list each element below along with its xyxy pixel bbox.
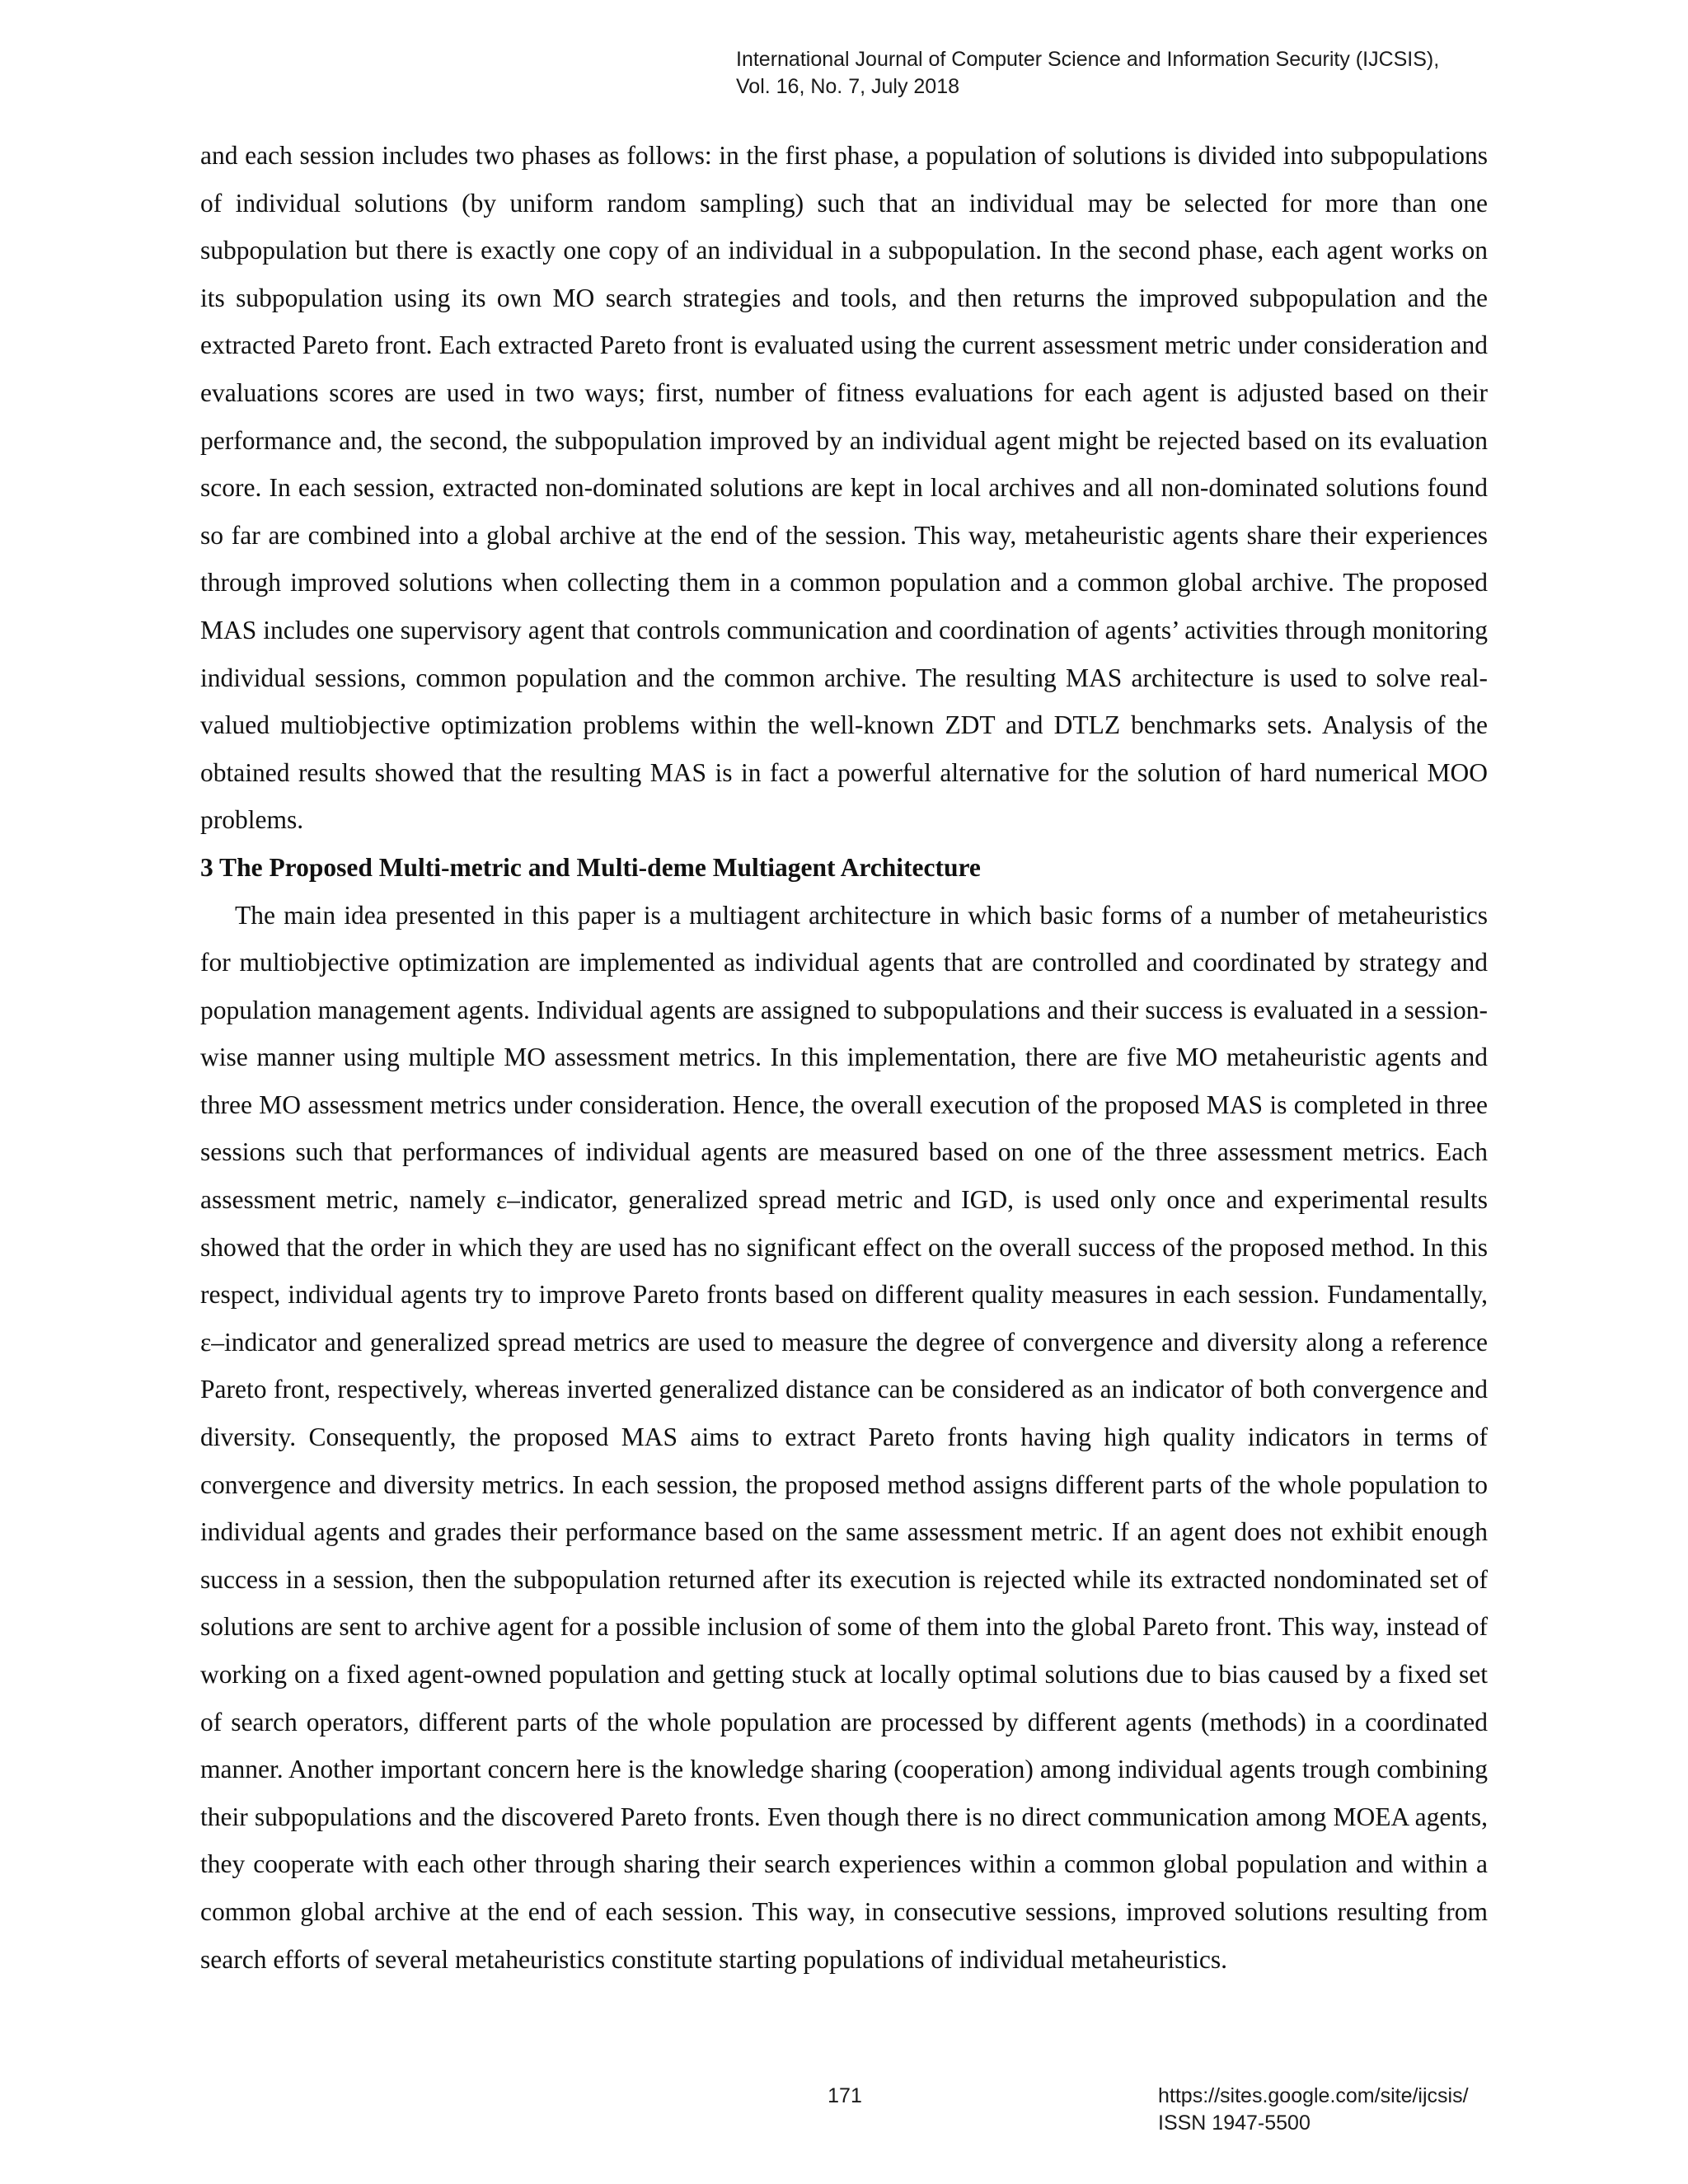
section-heading: 3 The Proposed Multi-metric and Multi-deme Multiagent Architecture (200, 852, 981, 882)
page-number: 171 (828, 2084, 862, 2107)
page-body (200, 132, 1488, 1983)
section-paragraph: The main idea presented in this paper is a multiagent architecture in which basic forms of a number of metaheuristics for multiobjective optimization are implemented as individual agents that are controlled and coordinated by strategy and population management agents. Individual agents are assigned to subpopulations and their success is evaluated in a session-wise manner using multiple MO assessment metrics. In this implementation, there are five MO metaheuristic agents and three MO assessment metrics under consideration. Hence, the overall execution of the proposed MAS is completed in three sessions such that performances of individual agents are measured based on one of the three assessment metrics. Each assessment metric, namely ε–indicator, generalized spread metric and IGD, is used only once and experimental results showed that the order in which they are used has no significant effect on the overall success of the proposed method. In this respect, individual agents try to improve Pareto fronts based on different quality measures in each session. Fundamentally, ε–indicator and generalized spread metrics are used to measure the degree of convergence and diversity along a reference Pareto front, respectively, whereas inverted generalized distance can be considered as an indicator of both convergence and diversity. Consequently, the proposed MAS aims to extract Pareto fronts having high quality indicators in terms of convergence and diversity metrics. In each session, the proposed method assigns different parts of the whole population to individual agents and grades their performance based on the same assessment metric. If an agent does not exhibit enough success in a session, then the subpopulation returned after its execution is rejected while its extracted nondominated set of solutions are sent to archive agent for a possible inclusion of some of them into the global Pareto front. This way, instead of working on a fixed agent-owned population and getting stuck at locally optimal solutions due to bias caused by a fixed set of search operators, different parts of the whole population are processed by different agents (methods) in a coordinated manner. Another important concern here is the knowledge sharing (cooperation) among individual agents trough combining their subpopulations and the discovered Pareto fronts. Even though there is no direct communication among MOEA agents, they cooperate with each other through sharing their search experiences within a common global population and within a common global archive at the end of each session. This way, in consecutive sessions, improved solutions resulting from search efforts of several metaheuristics constitute starting populations of individual metaheuristics. (200, 900, 1488, 1974)
footer-info (1158, 2083, 1504, 2137)
journal-header (736, 46, 1643, 101)
journal-title-line: International Journal of Computer Science and Information Security (IJCSIS), (736, 48, 1440, 71)
journal-volume-line: Vol. 16, No. 7, July 2018 (736, 75, 960, 98)
continued-paragraph: and each session includes two phases as follows: in the first phase, a population of solutions is divided into subpopulations of individual solutions (by uniform random sampling) such that an individual may be selected for more than one subpopulation but there is exactly one copy of an individual in a subpopulation. In the second phase, each agent works on its subpopulation using its own MO search strategies and tools, and then returns the improved subpopulation and the extracted Pareto front. Each extracted Pareto front is evaluated using the current assessment metric under consideration and evaluations scores are used in two ways; first, number of fitness evaluations for each agent is adjusted based on their performance and, the second, the subpopulation improved by an individual agent might be rejected based on its evaluation score. In each session, extracted non-dominated solutions are kept in local archives and all non-dominated solutions found so far are combined into a global archive at the end of the session. This way, metaheuristic agents share their experiences through improved solutions when collecting them in a common population and a common global archive. The proposed MAS includes one supervisory agent that controls communication and coordination of agents’ activities through monitoring individual sessions, common population and the common archive. The resulting MAS architecture is used to solve real-valued multiobjective optimization problems within the well-known ZDT and DTLZ benchmarks sets. Analysis of the obtained results showed that the resulting MAS is in fact a powerful alternative for the solution of hard numerical MOO problems. (200, 141, 1488, 835)
issn-number: ISSN 1947-5500 (1158, 2111, 1311, 2135)
journal-url: https://sites.google.com/site/ijcsis/ (1158, 2084, 1469, 2107)
